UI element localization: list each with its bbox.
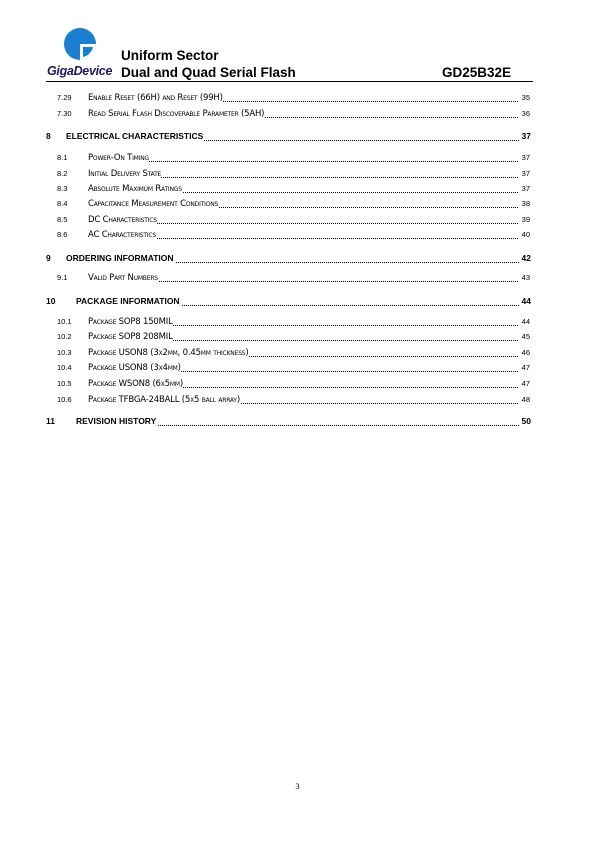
- toc-entry[interactable]: [0, 215, 595, 227]
- toc-entry-page: 40: [521, 230, 530, 239]
- toc-entry-page: 37: [521, 153, 530, 162]
- toc-entry-title: Package TFBGA-24BALL (5x5 ball array): [88, 395, 240, 405]
- toc-entry-page: 47: [521, 379, 530, 388]
- page-number: 3: [295, 781, 300, 791]
- toc-entry-page: 48: [521, 395, 530, 404]
- toc-entry-title: AC Characteristics: [88, 230, 157, 240]
- toc-entry-page: 42: [521, 253, 531, 263]
- toc-entry-number: 10.3: [57, 348, 72, 357]
- toc-entry-title: Absolute Maximum Ratings: [88, 184, 182, 194]
- toc-entry[interactable]: [0, 199, 595, 211]
- toc-entry-number: 8.5: [57, 215, 68, 224]
- toc-entry-number: 8.3: [57, 184, 68, 193]
- toc-entry-number: 8: [46, 131, 51, 141]
- toc-entry-page: 37: [521, 131, 531, 141]
- toc-entry-title: Package USON8 (3x4mm): [88, 363, 181, 373]
- toc-entry-page: 44: [521, 317, 530, 326]
- toc-entry-title: ELECTRICAL CHARACTERISTICS: [66, 131, 204, 141]
- toc-entry-title: DC Characteristics: [88, 215, 157, 225]
- toc-entry[interactable]: [0, 348, 595, 360]
- toc-entry[interactable]: [0, 332, 595, 344]
- toc-entry-title: Enable Reset (66H) and Reset (99H): [88, 93, 223, 103]
- toc-entry-title: Package SOP8 208MIL: [88, 332, 173, 342]
- toc-entry[interactable]: [0, 184, 595, 196]
- toc-entry-page: 35: [521, 93, 530, 102]
- toc-entry-number: 8.6: [57, 230, 68, 239]
- toc-entry[interactable]: [0, 273, 595, 285]
- toc-entry-page: 46: [521, 348, 530, 357]
- toc-entry-title: Package USON8 (3x2mm, 0.45mm thickness): [88, 348, 249, 358]
- toc-entry[interactable]: [0, 363, 595, 375]
- toc-entry-title: Capacitance Measurement Conditions: [88, 199, 219, 209]
- gigadevice-logo: [47, 24, 117, 80]
- header-title-line1: Uniform Sector: [121, 48, 219, 63]
- toc-entry[interactable]: [0, 109, 595, 121]
- toc-entry[interactable]: [0, 379, 595, 391]
- toc-entry-title: Read Serial Flash Discoverable Parameter (5AH): [88, 109, 265, 119]
- toc-entry-number: 11: [46, 416, 55, 426]
- toc-entry-title: PACKAGE INFORMATION: [76, 296, 180, 306]
- toc-entry-number: 7.29: [57, 93, 72, 102]
- toc-entry-number: 8.1: [57, 153, 68, 162]
- toc-entry-number: 8.4: [57, 199, 68, 208]
- toc-entry[interactable]: [0, 296, 595, 308]
- toc-entry-title: Package SOP8 150MIL: [88, 317, 173, 327]
- logo-text: GigaDevice: [47, 64, 113, 78]
- toc-entry-title: Valid Part Numbers: [88, 273, 158, 283]
- toc-entry-number: 10.4: [57, 363, 72, 372]
- toc-entry-number: 10.2: [57, 332, 72, 341]
- toc-entry[interactable]: [0, 153, 595, 165]
- toc-entry[interactable]: [0, 253, 595, 265]
- toc-entry-title: Power-On Timing: [88, 153, 149, 163]
- toc-entry-page: 37: [521, 184, 530, 193]
- toc-entry-page: 36: [521, 109, 530, 118]
- toc-entry-number: 8.2: [57, 169, 68, 178]
- gigadevice-logo-icon: [63, 26, 99, 62]
- toc-entry-number: 9.1: [57, 273, 68, 282]
- toc-entry[interactable]: [0, 395, 595, 407]
- toc-entry-page: 47: [521, 363, 530, 372]
- header-rule: [46, 81, 533, 82]
- toc-entry[interactable]: [0, 131, 595, 143]
- toc-entry-title: ORDERING INFORMATION: [66, 253, 174, 263]
- toc-entry-page: 45: [521, 332, 530, 341]
- toc-entry-page: 39: [521, 215, 530, 224]
- toc-entry[interactable]: [0, 317, 595, 329]
- header-title-line2: Dual and Quad Serial Flash: [121, 65, 296, 80]
- toc-entry-number: 10.1: [57, 317, 72, 326]
- toc-entry[interactable]: [0, 416, 595, 428]
- toc-entry[interactable]: [0, 93, 595, 105]
- toc-entry-number: 10: [46, 296, 56, 306]
- header-part-number: GD25B32E: [441, 65, 511, 80]
- toc-entry-number: 10.6: [57, 395, 72, 404]
- toc-entry[interactable]: [0, 169, 595, 181]
- toc-entry-title: Initial Delivery State: [88, 169, 162, 179]
- toc-leader-dots: [88, 161, 518, 162]
- toc-entry-page: 43: [521, 273, 530, 282]
- toc-entry-number: 9: [46, 253, 51, 263]
- toc-entry-page: 44: [521, 296, 531, 306]
- toc-entry-title: Package WSON8 (6x5mm): [88, 379, 183, 389]
- toc-entry-page: 37: [521, 169, 530, 178]
- toc-entry-page: 50: [521, 416, 531, 426]
- toc-entry-number: 10.5: [57, 379, 72, 388]
- toc-entry-page: 38: [521, 199, 530, 208]
- toc-entry-number: 7.30: [57, 109, 72, 118]
- toc-entry-title: REVISION HISTORY: [76, 416, 157, 426]
- toc-entry[interactable]: [0, 230, 595, 242]
